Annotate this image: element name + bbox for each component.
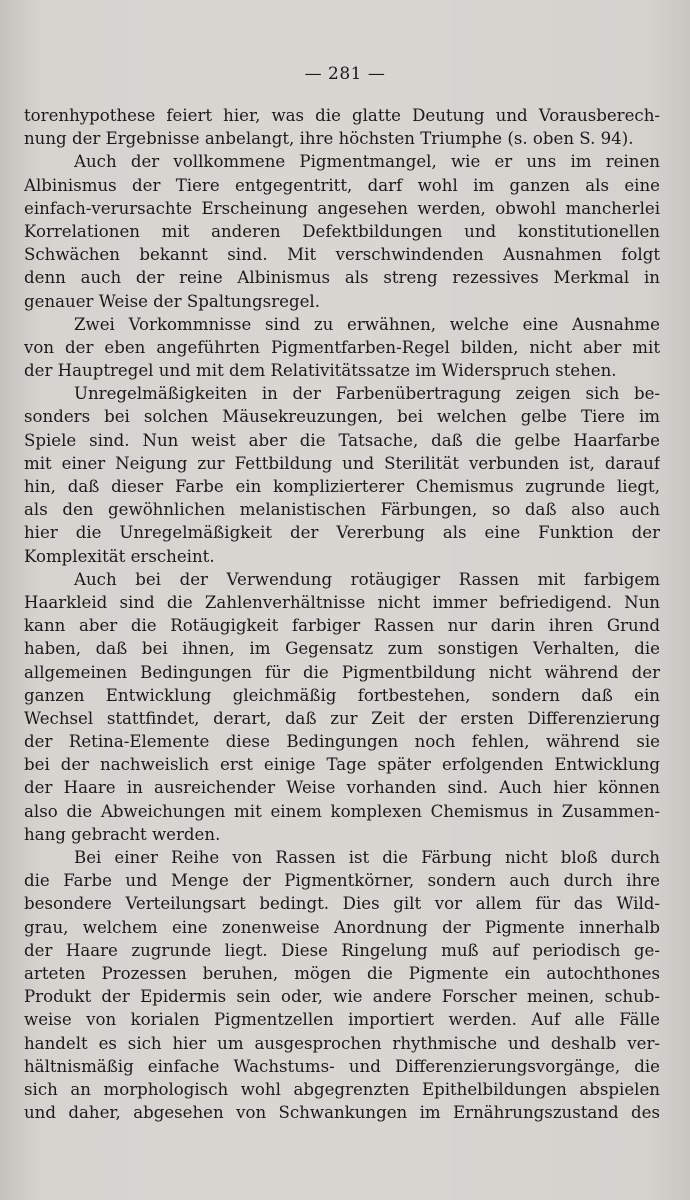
text-line: haben, daß bei ihnen, im Gegensatz zum sonstigen Verhalten, die: [24, 639, 660, 659]
text-line: sich an morphologisch wohl abgegrenzten Epithelbildungen abspielen: [24, 1079, 660, 1099]
text-line: Wechsel stattfindet, derart, daß zur Zeit der ersten Differenzierung: [24, 708, 660, 728]
text-line: sonders bei solchen Mäusekreuzungen, bei welchen gelbe Tiere im: [24, 407, 660, 427]
text-line: nung der Ergebnisse anbelangt, ihre höchsten Triumphe (s. oben S. 94).: [24, 129, 634, 149]
text-line: Auch der vollkommene Pigmentmangel, wie er uns im reinen: [74, 152, 660, 172]
text-line: hältnismäßig einfache Wachstums- und Differenzierungsvorgänge, die: [24, 1056, 660, 1076]
text-line: allgemeinen Bedingungen für die Pigmentbildung nicht während der: [24, 662, 660, 682]
text-line: der Haare zugrunde liegt. Diese Ringelung muß auf periodisch ge-: [24, 940, 660, 960]
text-line: Produkt der Epidermis sein oder, wie andere Forscher meinen, schub-: [24, 987, 660, 1007]
text-line: Auch bei der Verwendung rotäugiger Rassen mit farbigem: [74, 569, 660, 589]
text-line: arteten Prozessen beruhen, mögen die Pigmente ein autochthones: [24, 963, 660, 983]
text-line: als den gewöhnlichen melanistischen Färbungen, so daß also auch: [24, 500, 660, 520]
text-line: der Haare in ausreichender Weise vorhanden sind. Auch hier können: [24, 778, 660, 798]
text-line: mit einer Neigung zur Fettbildung und Sterilität verbunden ist, darauf: [24, 453, 660, 473]
text-line: und daher, abgesehen von Schwankungen im Ernährungszustand des: [24, 1103, 660, 1123]
text-line: torenhypothese feiert hier, was die glatte Deutung und Vorausberech-: [24, 106, 660, 125]
text-line: denn auch der reine Albinismus als streng rezessives Merkmal in: [24, 268, 660, 288]
text-line: bei der nachweislich erst einige Tage später erfolgenden Entwicklung: [24, 755, 660, 775]
text-line: Korrelationen mit anderen Defektbildungen und konstitutionellen: [24, 221, 660, 241]
text-line: von der eben angeführten Pigmentfarben-Regel bilden, nicht aber mit: [24, 337, 660, 357]
text-line: hier die Unregelmäßigkeit der Vererbung als eine Funktion der: [24, 523, 660, 543]
text-line: weise von korialen Pigmentzellen importiert werden. Auf alle Fälle: [24, 1010, 660, 1030]
text-line: Spiele sind. Nun weist aber die Tatsache, daß die gelbe Haarfarbe: [24, 430, 660, 450]
text-line: Haarkleid sind die Zahlenverhältnisse nicht immer befriedigend. Nun: [24, 592, 660, 612]
text-line: kann aber die Rotäugigkeit farbiger Rassen nur darin ihren Grund: [24, 616, 660, 636]
page-number: — 281 —: [304, 64, 386, 84]
text-line: einfach-verursachte Erscheinung angesehen werden, obwohl mancherlei: [24, 198, 660, 218]
text-line: besondere Verteilungsart bedingt. Dies gilt vor allem für das Wild-: [24, 894, 660, 914]
text-line: Albinismus der Tiere entgegentritt, darf wohl im ganzen als eine: [24, 175, 660, 195]
text-line: der Hauptregel und mit dem Relativitätssatze im Widerspruch stehen.: [24, 361, 617, 381]
text-line: Bei einer Reihe von Rassen ist die Färbung nicht bloß durch: [74, 848, 660, 867]
text-line: Schwächen bekannt sind. Mit verschwindenden Ausnahmen folgt: [24, 245, 660, 265]
text-line: ganzen Entwicklung gleichmäßig fortbestehen, sondern daß ein: [24, 685, 660, 705]
text-line: Zwei Vorkommnisse sind zu erwähnen, welche eine Ausnahme: [74, 314, 660, 334]
body-text: [24, 104, 660, 1124]
text-line: der Retina-Elemente diese Bedingungen noch fehlen, während sie: [24, 732, 660, 752]
text-line: handelt es sich hier um ausgesprochen rhythmische und deshalb ver-: [24, 1033, 660, 1053]
text-line: die Farbe und Menge der Pigmentkörner, sondern auch durch ihre: [24, 871, 660, 891]
text-line: genauer Weise der Spaltungsregel.: [24, 291, 320, 311]
text-line: Komplexität erscheint.: [24, 546, 215, 566]
text-line: also die Abweichungen mit einem komplexen Chemismus in Zusammen-: [24, 801, 660, 821]
text-line: Unregelmäßigkeiten in der Farbenübertragung zeigen sich be-: [74, 384, 660, 404]
text-line: grau, welchem eine zonenweise Anordnung der Pigmente innerhalb: [24, 917, 660, 937]
text-line: hang gebracht werden.: [24, 824, 221, 844]
text-line: hin, daß dieser Farbe ein komplizierterer Chemismus zugrunde liegt,: [24, 477, 660, 496]
